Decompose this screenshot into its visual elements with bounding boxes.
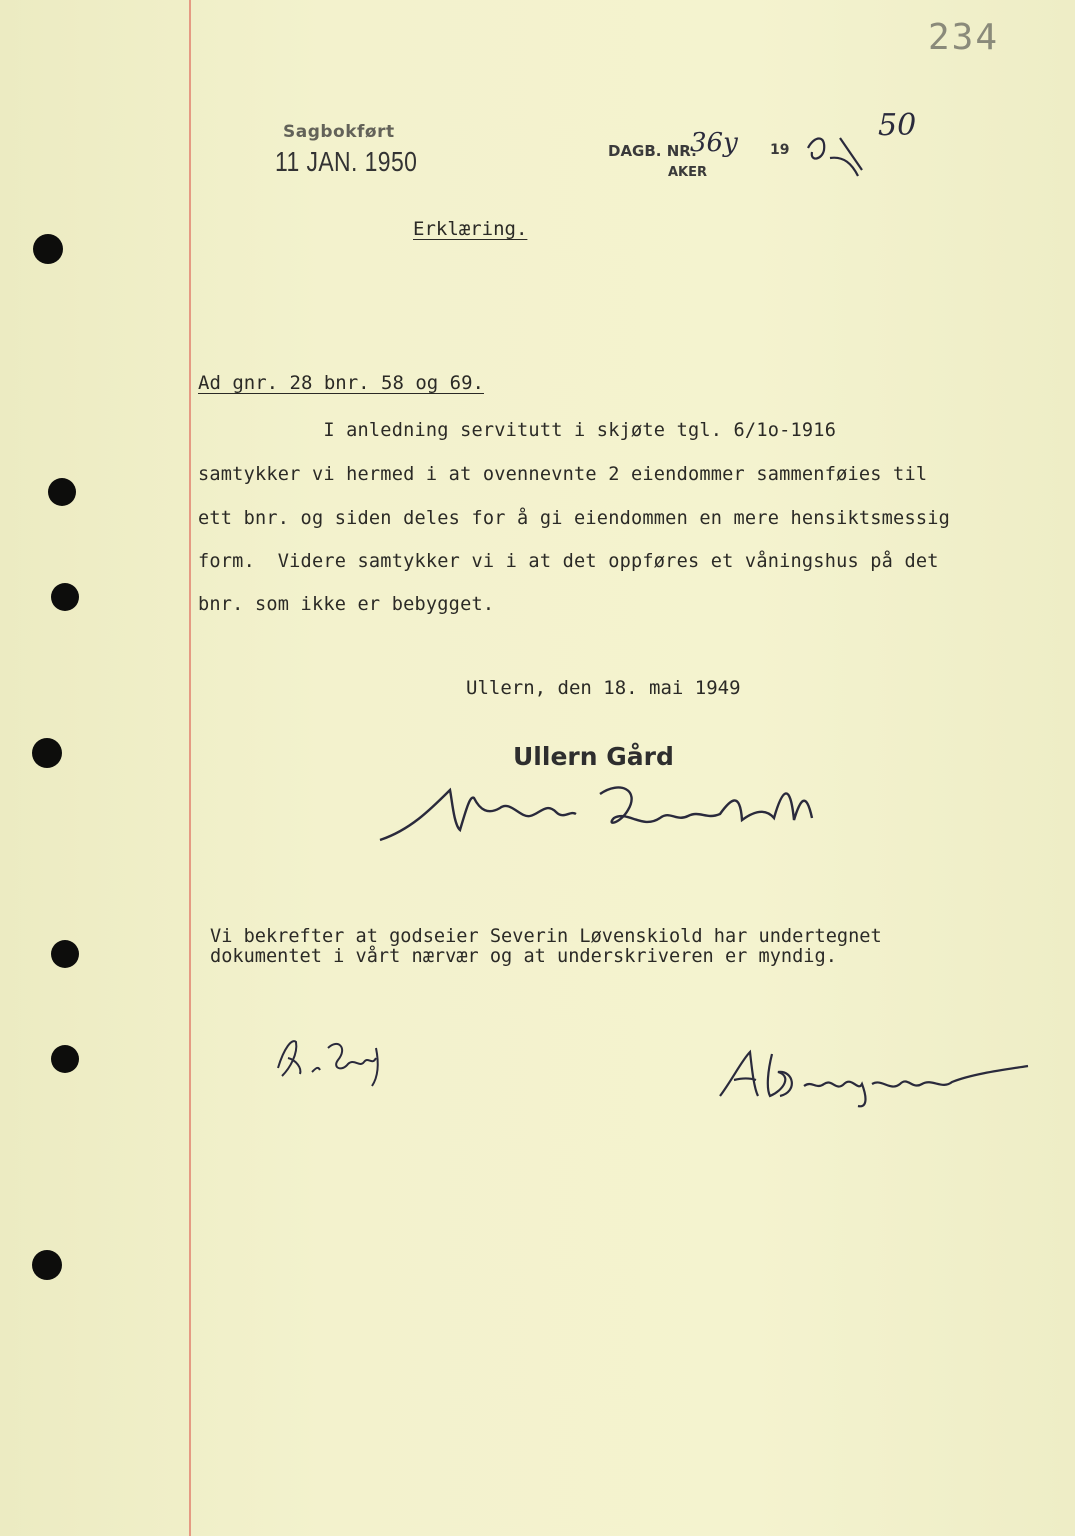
body-line: bnr. som ikke er bebygget. (198, 594, 495, 615)
margin-line (189, 0, 191, 1536)
witness-line: Vi bekrefter at godseier Severin Løvenskiold har undertegnet (210, 926, 882, 947)
body-line: form. Videre samtykker vi i at det oppføres et våningshus på det (198, 551, 939, 572)
dagbok-year-prefix: 19 (770, 142, 790, 158)
witness-signature-2 (712, 1040, 1032, 1110)
stamp-title: Sagbokført (283, 122, 395, 142)
body-line: samtykker vi hermed i at ovennevnte 2 eiendommer sammenføies til (198, 464, 928, 485)
stamp-date: 11 JAN. 1950 (275, 146, 418, 177)
punch-hole (33, 234, 63, 264)
body-line: I anledning servitutt i skjøte tgl. 6/1o-1916 (198, 420, 837, 441)
page-number: 234 (928, 17, 1000, 58)
dagbok-year-handwritten: 50 (878, 108, 917, 143)
punch-hole (51, 583, 79, 611)
main-signature (370, 770, 830, 850)
body-line: ett bnr. og siden deles for å gi eiendommen en mere hensiktsmessig (198, 508, 951, 529)
punch-hole (51, 1045, 79, 1073)
dagbok-label: DAGB. NR. (608, 142, 697, 160)
dagbok-municipality: AKER (668, 165, 708, 180)
punch-hole (51, 940, 79, 968)
property-reference: Ad gnr. 28 bnr. 58 og 69. (198, 372, 484, 394)
dagbok-date-mark (800, 118, 870, 188)
punch-hole (32, 1250, 62, 1280)
punch-hole (32, 738, 62, 768)
company-stamp: Ullern Gård (513, 742, 674, 771)
place-date: Ullern, den 18. mai 1949 (466, 677, 741, 699)
witness-line: dokumentet i vårt nærvær og at underskriveren er myndig. (210, 946, 837, 967)
dagbok-number: 36y (690, 128, 738, 158)
document-title: Erklæring. (413, 218, 528, 240)
punch-hole (48, 478, 76, 506)
witness-signature-1 (272, 1028, 402, 1092)
